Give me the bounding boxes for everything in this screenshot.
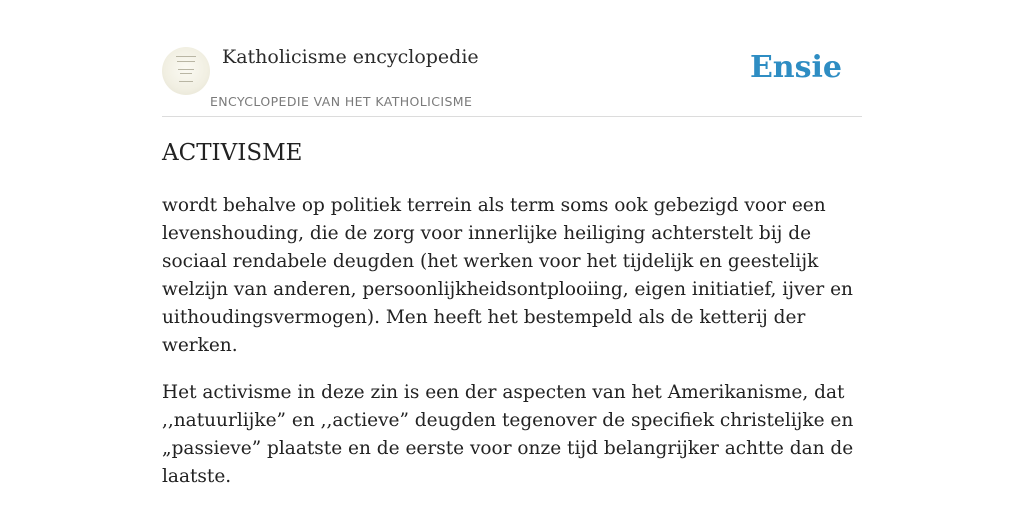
entry-paragraph: Het activisme in deze zin is een der aspecten van het Amerikanisme, dat ,,natuurlijke” en ,,actieve” deugden tegenover de specifiek christelijke en „passieve” plaatste en de eerste voor onze tijd belangrijker achtte dan de laatste. [162,382,854,487]
cover-decoration [178,69,194,70]
cover-decoration [177,61,195,62]
site-title[interactable]: Katholicisme encyclopedie [222,46,479,68]
cover-decoration [179,81,193,82]
brand-logo-link[interactable]: Ensie [749,50,842,85]
cover-decoration [176,56,196,57]
site-subtitle: ENCYCLOPEDIE VAN HET KATHOLICISME [210,94,473,109]
cover-decoration [180,73,192,74]
encyclopedia-cover-thumbnail[interactable] [162,47,210,95]
entry-content [162,192,872,510]
entry-paragraph: wordt behalve op politiek terrein als term soms ook gebezigd voor een levenshouding, die de zorg voor innerlijke heiliging achterstelt bij de sociaal rendabele deugden (het werken voor het tijdelijk en geestelijk welzijn van anderen, persoonlijkheidsontplooiing, eigen initiatief, ijver en uithoudingsvermogen). Men heeft het bestempeld als de ketterij der werken. [162,195,853,356]
entry-title: ACTIVISME [162,140,303,166]
site-header [162,44,862,117]
